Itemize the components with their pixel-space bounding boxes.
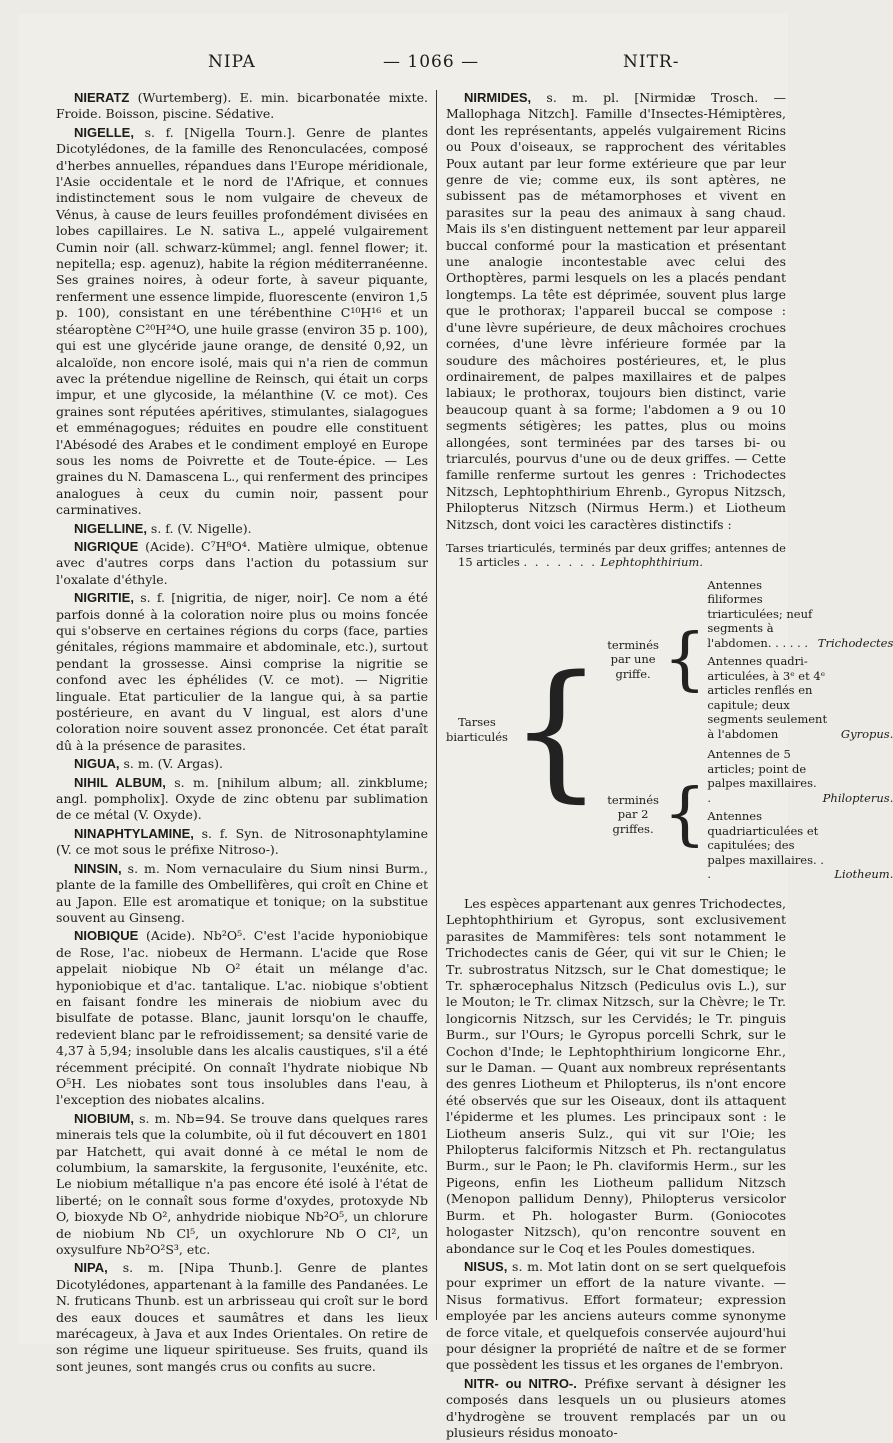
headword: NISUS, bbox=[464, 1258, 508, 1274]
entry bbox=[56, 861, 428, 927]
key-leaf bbox=[707, 578, 893, 651]
page-number: — 1066 — bbox=[383, 52, 480, 72]
key-leaf bbox=[707, 654, 893, 741]
entry bbox=[56, 590, 428, 754]
key-tree bbox=[446, 574, 893, 886]
entry bbox=[56, 1111, 428, 1259]
key-top-genus: Lephtophthirium. bbox=[600, 555, 703, 570]
key-leaf-desc: Antennes quadri-articulées, à 3ᵉ et 4ᵉ articles renflés en capitule; deux segments seulement à l'abdomen bbox=[707, 654, 828, 741]
entry-text: Préfixe servant à désigner les composés dans lesquels un ou plusieurs atomes d'hydrogène se trouvent remplacés par un ou plusieurs résidus monoato- bbox=[446, 1375, 786, 1440]
key-leaf-desc: Antennes quadriarticulées et capitulées; des palpes maxillaires. . . bbox=[707, 809, 824, 882]
key-leaf-genus: Trichodectes bbox=[817, 635, 893, 650]
entry bbox=[56, 756, 428, 772]
headword: NIGUA, bbox=[74, 756, 120, 772]
entry-text: s. f. (V. Nigelle). bbox=[146, 520, 252, 536]
headword: NIPA, bbox=[74, 1260, 108, 1276]
key-top-dots: . . . . . . . bbox=[523, 555, 597, 570]
brace-icon: { bbox=[508, 643, 604, 816]
key-leaf bbox=[707, 809, 893, 882]
key-group-label: terminés par 2 griffes. bbox=[607, 792, 659, 836]
left-column bbox=[56, 90, 428, 1377]
key-top-desc: Tarses triarticulés, terminés par deux griffes; antennes de 15 articles bbox=[446, 540, 786, 570]
entry bbox=[446, 1376, 786, 1442]
right-column bbox=[446, 90, 893, 1443]
headword: NIGELLE, bbox=[74, 124, 134, 140]
headword: NINSIN, bbox=[74, 860, 122, 876]
entry-text: s. f. Syn. de Nitrosonaphtylamine (V. ce mot sous le préfixe Nitroso-). bbox=[56, 825, 428, 858]
entry-text: (Wurtemberg). E. min. bicarbonatée mixte. Froide. Boisson, piscine. Sédative. bbox=[56, 90, 428, 122]
key-group-label: terminés par une griffe. bbox=[607, 637, 659, 681]
entry bbox=[56, 775, 428, 824]
entry-text: s. m. [nihilum album; all. zinkblume; angl. pompholix]. Oxyde de zinc obtenu par sublimation de ce métal (V. Oxyde). bbox=[56, 774, 428, 823]
entry bbox=[446, 896, 786, 1257]
column-divider bbox=[436, 90, 437, 1320]
key-leaves bbox=[707, 745, 893, 884]
entry-text: (Acide). C⁷H⁸O⁴. Matière ulmique, obtenue avec d'autres corps dans l'action du potassium sur l'oxalate d'éthyle. bbox=[56, 538, 428, 587]
headword: NIRMIDES, bbox=[464, 90, 532, 105]
key-leaves bbox=[707, 576, 893, 744]
entry bbox=[56, 521, 428, 537]
entry bbox=[56, 826, 428, 859]
key-top-row bbox=[446, 541, 786, 570]
book-page bbox=[18, 14, 893, 1440]
entry bbox=[56, 1260, 428, 1375]
entry bbox=[56, 125, 428, 519]
headword: NIOBIQUE bbox=[74, 928, 139, 944]
entry bbox=[56, 928, 428, 1108]
key-group bbox=[604, 745, 893, 884]
key-leaf-desc: Antennes filiformes triarticulées; neuf segments à l'abdomen. . . . . . bbox=[707, 577, 813, 650]
headword: NIGELLINE, bbox=[74, 520, 147, 536]
running-head-right: NITR- bbox=[623, 52, 680, 72]
entry-text: Les espèces appartenant aux genres Trichodectes, Lephtophthirium et Gyropus, sont exclusivement parasites de Mammifères: tels sont notamment le Trichodectes canis de Géer, qui vit sur le Chien; le Tr. subrostratus Nitzsch, sur le Chat domestique; le Tr. sphærocephalus Nitzsch (Pediculus ovis L.), sur le Mouton; le Tr. climax Nitzsch, sur la Chèvre; le Tr. longicornis Nitzsch, sur les Cervidés; le Tr. pinguis Burm., sur l'Ours; le Gyropus porcelli Schrk, sur le Cochon d'Inde; le Lephtophthirium longicorne Ehr., sur le Daman. — Quant aux nombreux représentants des genres Liotheum et Philopterus, ils n'ont encore été observés que sur les Oiseaux, dont ils attaquent l'épiderme et les plumes. Les principaux sont : le Liotheum anseris Sulz., qui vit sur l'Oie; les Philopterus falciformis Nitzsch et Ph. rectangulatus Burm., sur le Paon; le Ph. claviformis Herm., sur les Pigeons, enfin les Liotheum pallidum Nitzsch (Menopon pallidum Denny), Philopterus versicolor Burm. et Ph. hologaster Burm. (Goniocotes hologaster Nitzsch), qu'on rencontre souvent en abondance sur le Coq et les Poules domestiques. bbox=[446, 895, 786, 1256]
key-leaf-genus: Liotheum. bbox=[834, 867, 893, 882]
genus-key-table bbox=[446, 540, 893, 886]
brace-icon: { bbox=[663, 774, 707, 854]
entry-text: s. m. [Nipa Thunb.]. Genre de plantes Dicotylédones, appartenant à la famille des Pandanées. Le N. fruticans Thunb. est un arbrisseau qui croît sur le bord des eaux douces et saumâtres et dans les lieux marécageux, à Java et aux Indes Orientales. On retire de son régime une liqueur spiritueuse. Ses fruits, quand ils sont jeunes, sont mangés crus ou confits au sucre. bbox=[56, 1260, 428, 1374]
headword: NINAPHTYLAMINE, bbox=[74, 825, 194, 841]
entry-text: s. m. Mot latin dont on se sert quelquefois pour exprimer un effort de la nature vivante. — Nisus formativus. Effort formateur; expression employée par les anciens auteurs comme synonyme de force vitale, et quelquefois conservée aujourd'hui pour désigner la propriété de naître et de se former que possèdent les tissus et les organes de l'embryon. bbox=[446, 1258, 786, 1373]
entry-text: s. m. pl. [Nirmidæ Trosch. — Mallophaga Nitzch]. Famille d'Insectes-Hémiptères, dont les représentants, appelés vulgairement Ricins ou Poux d'oiseaux, se rapprochent des véritables Poux autant par leur forme extérieure que par leur genre de vie; comme eux, ils sont aptères, ne subissent pas de métamorphoses et vivent en parasites sur la peau des animaux à sang chaud. Mais ils s'en distinguent nettement par leur appareil buccal conformé pour la mastication et présentant une analogie incontestable avec celui des Orthoptères, parmi lesquels on les a placés pendant longtemps. La tête est déprimée, souvent plus large que le prothorax; l'appareil buccal se compose : d'une lèvre supérieure, de deux mâchoires crochues cornées, d'une lèvre inférieure formée par la soudure des mâchoires postérieures, et, le plus ordinairement, de palpes maxillaires et de palpes labiaux; le prothorax, toujours bien distinct, varie beaucoup quant à sa forme; l'abdomen a 9 ou 10 segments sétigères; les pattes, plus ou moins allongées, sont terminées par des tarses bi- ou triarculés, pourvus d'une ou de deux griffes. — Cette famille renferme surtout les genres : Trichodectes Nitzsch, Lephtophthirium Ehrenb., Gyropus Nitzsch, Philopterus Nitzsch (Nirmus Herm.) et Liotheum Nitzsch, dont voici les caractères distinctifs : bbox=[446, 90, 786, 532]
headword: NIHIL ALBUM, bbox=[74, 774, 166, 790]
headword: NIERATZ bbox=[74, 90, 130, 105]
entry-text: s. m. Nom vernaculaire du Sium ninsi Burm., plante de la famille des Ombellifères, qui croît en Chine et au Japon. Elle est aromatique et tonique; on la substitue souvent au Ginseng. bbox=[56, 860, 428, 925]
entry-text: s. f. [Nigella Tourn.]. Genre de plantes Dicotylédones, de la famille des Renonculacées, composé d'herbes annuelles, répandues dans l'Europe méridionale, l'Asie occidentale et le nord de l'Afrique, et connues indistinctement sous le nom vulgaire de cheveux de Vénus, à cause de leurs feuilles profondément divisées en lobes capillaires. Le N. sativa L., appelé vulgairement Cumin noir (all. schwarz-kümmel; angl. fennel flower; it. nepitella; esp. agenuz), habite la région méditerranéenne. Ses graines noires, à odeur forte, à saveur piquante, renferment une essence limpide, fluorescente (environ 1,5 p. 100), consistant en une térébenthine C¹⁰H¹⁶ et un stéaroptène C²⁰H²⁴O, une huile grasse (environ 35 p. 100), qui est une glycéride jaune orange, de densité 0,92, un alcaloïde, non encore isolé, mais qui n'a rien de commun avec la prétendue nigelline de Reinsch, qui était un corps impur, et une glycoside, la mélanthine (V. ce mot). Ces graines sont réputées apéritives, stimulantes, sialagogues et emménagogues; réduites en poudre elle constituent l'Abésodé des Arabes et le condiment employé en Europe sous les noms de Poivrette et de Toute-épice. — Les graines du N. Damascena L., qui renferment des principes analogues à ceux du cumin noir, passent pour carminatives. bbox=[56, 124, 428, 518]
brace-icon: { bbox=[663, 619, 707, 699]
key-leaf-genus: Gyropus. bbox=[840, 726, 893, 741]
key-leaf-genus: Philopterus. bbox=[822, 790, 893, 805]
headword: NIOBIUM, bbox=[74, 1110, 134, 1126]
key-root-label: Tarses biarticulés bbox=[446, 715, 508, 744]
entry-text: s. m. Nb=94. Se trouve dans quelques rares minerais tels que la columbite, où il fut découvert en 1801 par Hatchett, qui avait donné à ce métal le nom de columbium, la samarskite, la fergusonite, l'euxénite, etc. Le niobium métallique n'a pas encore été isolé à l'état de liberté; on le connaît sous forme d'oxydes, protoxyde Nb O, bioxyde Nb O², anhydride niobique Nb²O⁵, un chlorure de niobium Nb Cl⁵, un oxychlorure Nb O Cl², un oxysulfure Nb²O²S³, etc. bbox=[56, 1110, 428, 1258]
key-leaf-desc: Antennes de 5 articles; point de palpes maxillaires. . bbox=[707, 747, 817, 805]
entry bbox=[56, 539, 428, 588]
running-head-left: NIPA bbox=[208, 52, 256, 72]
headword: NIGRIQUE bbox=[74, 538, 139, 554]
entry bbox=[56, 90, 428, 123]
headword: NITR- ou NITRO-. bbox=[464, 1375, 577, 1391]
key-group bbox=[604, 576, 893, 744]
entry-text: s. m. (V. Argas). bbox=[119, 756, 224, 772]
key-groups bbox=[604, 574, 893, 886]
entry bbox=[446, 90, 786, 533]
key-leaf bbox=[707, 747, 893, 805]
entry bbox=[446, 1259, 786, 1374]
entry-text: s. f. [nigritia, de niger, noir]. Ce nom a été parfois donné à la coloration noire plus ou moins foncée qui s'observe en certaines régions du corps (face, parties génitales, régions mammaire et abdominale, etc.), surtout pendant la grossesse. Ainsi comprise la nigritie se confond avec les éphélides (V. ce mot). — Nigritie linguale. Etat particulier de la langue qui, à sa partie postérieure, en avant du V lingual, est alors d'une coloration noire souvent assez prononcée. Cet état paraît dû à la présence de parasites. bbox=[56, 590, 428, 753]
entry-text: (Acide). Nb²O⁵. C'est l'acide hyponiobique de Rose, l'ac. niobeux de Hermann. L'acide que Rose appelait niobique Nb O² était un mélange d'ac. hyponiobique et d'ac. tantalique. L'ac. niobique s'obtient en faisant fondre les minerais de niobium avec du bisulfate de potasse. Blanc, jaunit lorsqu'on le chauffe, redevient blanc par le refroidissement; sa densité varie de 4,37 à 5,94; insoluble dans les alcalis caustiques, s'il a été récemment précipité. On connaît l'hydrate niobique Nb O⁵H. Les niobates sont tous insolubles dans l'eau, à l'exception des niobates alcalins. bbox=[56, 928, 428, 1108]
headword: NIGRITIE, bbox=[74, 590, 134, 606]
